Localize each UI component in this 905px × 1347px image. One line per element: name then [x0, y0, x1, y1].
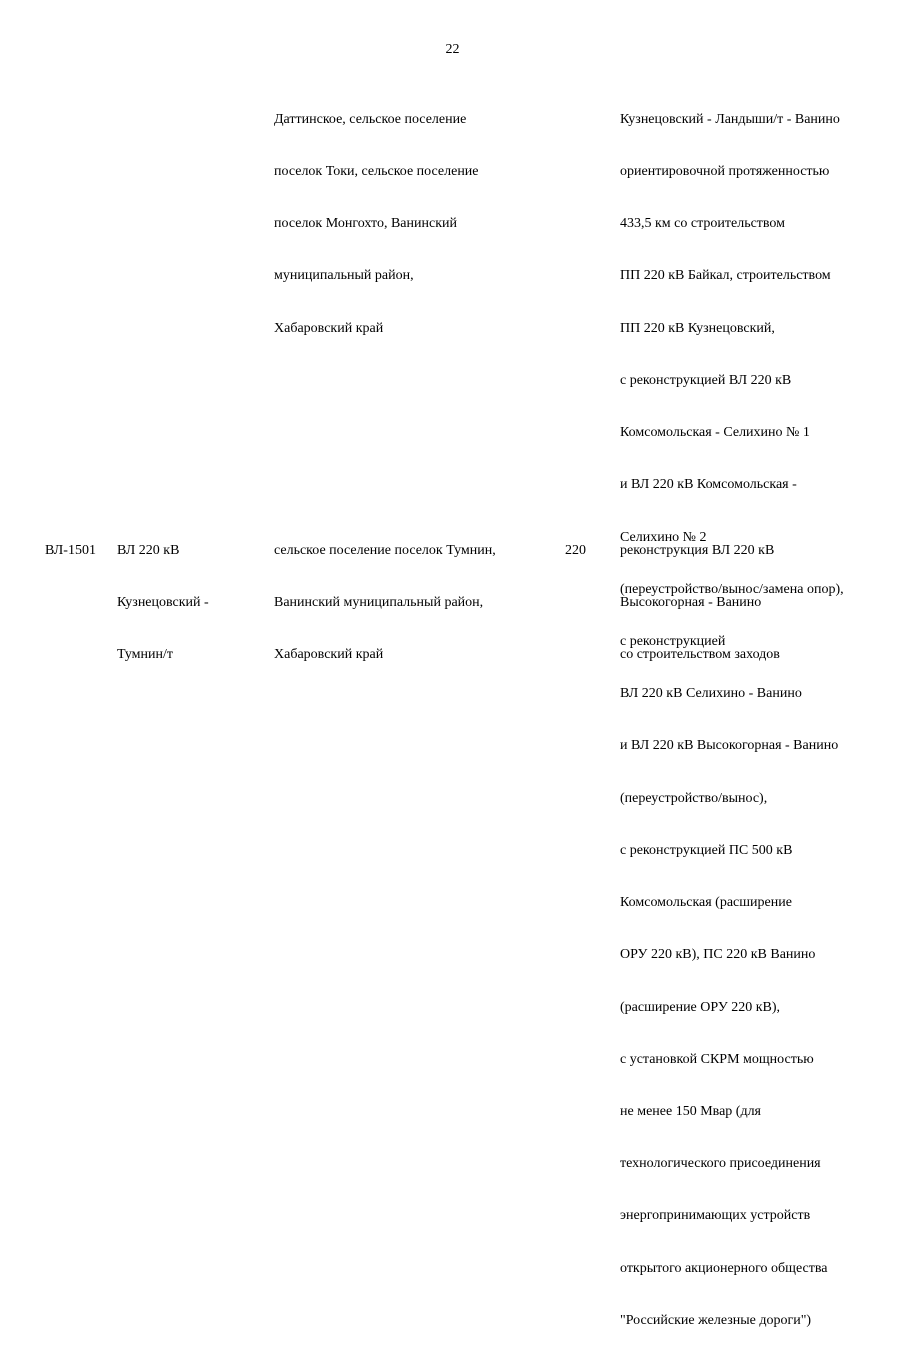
notes-line: Комсомольская (расширение: [620, 895, 792, 911]
notes-line: и ВЛ 220 кВ Высокогорная - Ванино: [620, 738, 839, 754]
location-line: муниципальный район,: [274, 268, 414, 284]
notes-line: с реконструкцией ПС 500 кВ: [620, 842, 793, 858]
notes-line: 433,5 км со строительством: [620, 216, 786, 232]
row-name-cell: [117, 507, 209, 681]
continuation-location-cell: [274, 76, 479, 355]
notes-line: (расширение ОРУ 220 кВ),: [620, 999, 781, 1015]
notes-line: "Российские железные дороги"): [620, 1312, 812, 1328]
notes-line: со строительством заходов: [620, 647, 780, 663]
notes-line: технологического присоединения: [620, 1156, 821, 1172]
notes-line: ОРУ 220 кВ), ПС 220 кВ Ванино: [620, 947, 816, 963]
name-line: Кузнецовский -: [117, 595, 209, 611]
notes-line: с установкой СКРМ мощностью: [620, 1051, 814, 1067]
notes-line: (переустройство/вынос),: [620, 790, 768, 806]
notes-line: ПП 220 кВ Кузнецовский,: [620, 320, 775, 336]
notes-line: и ВЛ 220 кВ Комсомольская -: [620, 477, 797, 493]
notes-line: реконструкция ВЛ 220 кВ: [620, 542, 775, 558]
notes-line: открытого акционерного общества: [620, 1260, 828, 1276]
name-line: ВЛ 220 кВ: [117, 542, 180, 558]
location-line: Даттинское, сельское поселение: [274, 111, 467, 127]
location-line: поселок Монгохто, Ванинский: [274, 216, 457, 232]
row-location-cell: [274, 507, 496, 681]
notes-line: ориентировочной протяженностью: [620, 164, 830, 180]
notes-line: Высокогорная - Ванино: [620, 595, 762, 611]
row-code: ВЛ-1501: [45, 542, 96, 558]
continuation-notes-cell: [620, 76, 844, 1347]
notes-line: Селихино № 2: [620, 529, 707, 545]
notes-line: с реконструкцией ВЛ 220 кВ: [620, 372, 792, 388]
notes-line: ПП 220 кВ Байкал, строительством: [620, 268, 831, 284]
notes-line: не менее 150 Мвар (для: [620, 1103, 761, 1119]
notes-line: с реконструкцией: [620, 634, 726, 649]
name-line: Тумнин/т: [117, 647, 174, 663]
location-line: сельское поселение поселок Тумнин,: [274, 542, 496, 558]
page-number: 22: [445, 42, 460, 57]
notes-line: (переустройство/вынос/замена опор),: [620, 581, 844, 597]
location-line: Хабаровский край: [274, 647, 384, 663]
location-line: Ванинский муниципальный район,: [274, 595, 484, 611]
notes-line: Комсомольская - Селихино № 1: [620, 425, 810, 441]
location-line: Хабаровский край: [274, 320, 384, 336]
notes-line: энергопринимающих устройств: [620, 1208, 811, 1224]
row-notes-cell: [620, 507, 780, 681]
row-voltage: 220: [565, 542, 586, 558]
location-line: поселок Токи, сельское поселение: [274, 164, 479, 180]
row-voltage-cell: [565, 507, 586, 577]
notes-line: ВЛ 220 кВ Селихино - Ванино: [620, 686, 802, 702]
notes-line: Кузнецовский - Ландыши/т - Ванино: [620, 111, 840, 127]
row-code-cell: [45, 507, 96, 577]
